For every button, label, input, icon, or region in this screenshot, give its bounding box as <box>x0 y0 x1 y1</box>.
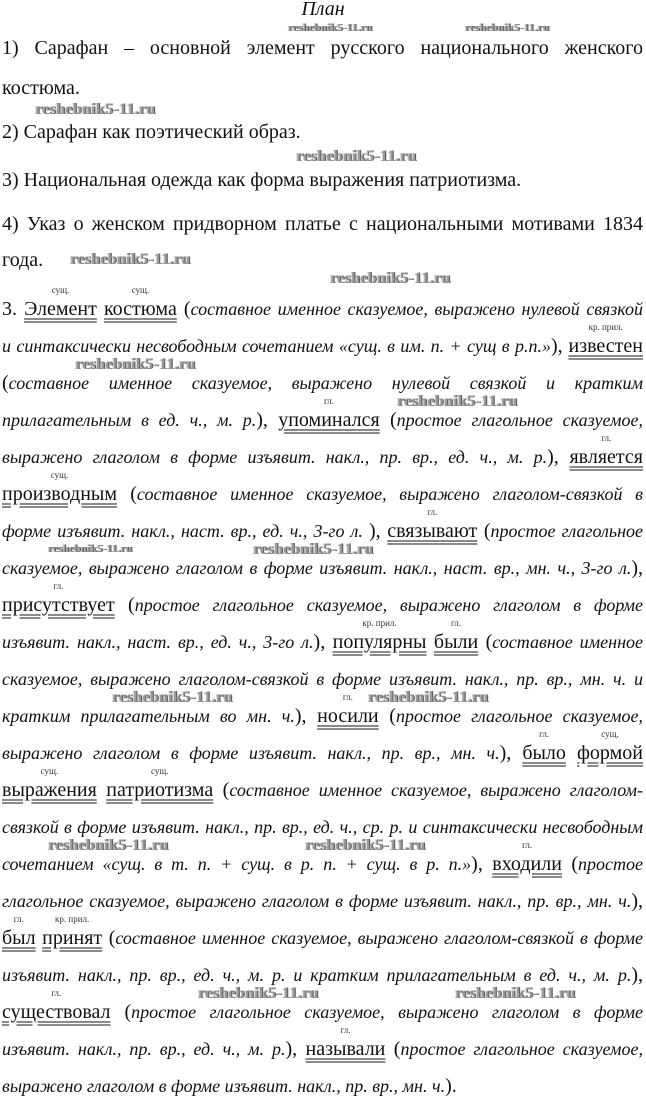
watermark: reshebnik5-11.ru <box>198 985 319 1002</box>
plain-text: ( <box>176 298 191 320</box>
analysis-line <box>2 1075 643 1097</box>
predicate-word: формой <box>576 742 643 764</box>
part-of-speech-label: гл. <box>13 914 24 924</box>
part-of-speech-label: сущ. <box>50 470 69 480</box>
underlined-predicate-word <box>332 618 427 653</box>
part-of-speech-label: сущ. <box>131 285 150 295</box>
plain-text: ), <box>256 409 279 431</box>
part-of-speech-label: кр. прил. <box>588 322 623 332</box>
watermark: reshebnik5-11.ru <box>288 22 373 34</box>
part-of-speech-label: гл. <box>53 581 64 591</box>
analysis-line <box>2 766 643 801</box>
plain-text: ), <box>471 853 493 875</box>
predicate-word: костюма <box>103 298 177 320</box>
watermark: reshebnik5-11.ru <box>397 393 518 410</box>
predicate-word: связывают <box>387 520 478 542</box>
watermark: reshebnik5-11.ru <box>70 251 191 268</box>
predicate-word: принят <box>42 927 103 949</box>
plain-text: ( <box>117 483 137 505</box>
plain-text: ( <box>110 1001 132 1023</box>
plan-item-2: 2) Сарафан как поэтический образ. <box>2 121 301 143</box>
analysis-line <box>2 668 643 690</box>
predicate-word: выражения <box>2 779 97 801</box>
explanation-text: и синтаксически несвободным сочетанием «сущ. в им. п. + сущ в р.п.» <box>2 336 551 356</box>
plain-text: ), <box>499 742 523 764</box>
plain-text: ( <box>102 927 116 949</box>
explanation-text: простое глагольное сказуемое, выражено глаголом в форме <box>134 595 643 615</box>
predicate-word: упоминался <box>278 409 380 431</box>
explanation-text: форме изъявит. накл., наст. вр., ед. ч., 3-го л. <box>2 521 369 541</box>
part-of-speech-label: гл. <box>427 507 438 517</box>
part-of-speech-label: сущ. <box>601 729 619 739</box>
explanation-text: связкой в форме изъявит. накл., пр. вр., ед. ч., ср. р. и синтаксически несвободным <box>2 817 643 837</box>
plain-text: ), <box>368 520 388 542</box>
underlined-predicate-word <box>433 618 479 653</box>
part-of-speech-label: гл. <box>51 988 62 998</box>
plain-text <box>566 742 577 764</box>
plain-text <box>97 298 104 320</box>
underlined-predicate-word <box>576 729 643 764</box>
underlined-predicate-word <box>568 322 643 357</box>
predicate-word: были <box>433 631 479 653</box>
explanation-text: выражено глаголом в форме изъявит. накл., пр. вр., ед. ч., м. р. <box>2 447 548 467</box>
underlined-predicate-word <box>492 840 562 875</box>
part-of-speech-label: кр. прил. <box>55 914 90 924</box>
predicate-word: было <box>522 742 566 764</box>
plain-text: ( <box>477 520 491 542</box>
watermark: reshebnik5-11.ru <box>35 101 156 118</box>
predicate-word: входили <box>492 853 562 875</box>
part-of-speech-label: гл. <box>601 433 612 443</box>
predicate-word: присутствует <box>2 594 115 616</box>
watermark: reshebnik5-11.ru <box>48 837 169 854</box>
explanation-text: изъявит. накл., наст. вр., ед. ч., 3-го л. <box>2 632 314 652</box>
plain-text: ), <box>631 964 643 986</box>
analysis-line <box>2 914 643 949</box>
part-of-speech-label: гл. <box>340 1025 351 1035</box>
watermark: reshebnik5-11.ru <box>368 689 489 706</box>
watermark: reshebnik5-11.ru <box>455 985 576 1002</box>
plan-item-4-cont: года. <box>2 249 44 271</box>
part-of-speech-label: сущ. <box>40 766 59 776</box>
explanation-text: простое <box>578 854 643 874</box>
underlined-predicate-word <box>317 692 379 727</box>
plain-text <box>97 779 106 801</box>
plan-item-1: 1) Сарафан – основной элемент русского национального женского <box>2 37 643 59</box>
underlined-predicate-word <box>24 285 97 320</box>
plain-text: ), <box>631 557 643 579</box>
analysis-line <box>2 507 643 542</box>
explanation-text: простое глагольное сказуемое, выражено глаголом в форме <box>131 1002 643 1022</box>
explanation-text: простое глагольное <box>490 521 643 541</box>
explanation-text: составное именное сказуемое, выражено глаголом- <box>229 780 643 800</box>
part-of-speech-label: гл. <box>522 840 533 850</box>
watermark: reshebnik5-11.ru <box>330 270 451 287</box>
plan-item-1-cont: костюма. <box>2 77 80 99</box>
plain-text: ), <box>285 1038 306 1060</box>
explanation-text: составное именное сказуемое, выражено нулевой связкой и кратким <box>8 373 643 393</box>
explanation-text: составное именное сказуемое, выражено глаголом-связкой в форме <box>115 928 643 948</box>
explanation-text: простое глагольное сказуемое, <box>395 706 644 726</box>
explanation-text: сказуемое, выражено глаголом в форме изъявит. накл., наст. вр., мн. ч., 3-го л. <box>2 558 632 578</box>
plain-text: ( <box>561 853 578 875</box>
explanation-text: кратким прилагательным во мн. ч. <box>2 706 295 726</box>
plain-text: ), <box>550 335 569 357</box>
explanation-text: глагольное сказуемое, выражено глаголом в форме изъявит. накл., пр. вр., мн. ч. <box>2 891 632 911</box>
plain-text: ), <box>631 890 643 912</box>
plan-title: План <box>301 0 345 20</box>
watermark: reshebnik5-11.ru <box>305 837 426 854</box>
plan-item-4: 4) Указ о женском придворном платье с национальными мотивами 1834 <box>2 213 643 235</box>
part-of-speech-label: гл. <box>539 729 550 739</box>
predicate-word: Элемент <box>24 298 97 320</box>
plain-text: ). <box>445 1075 457 1097</box>
part-of-speech-label: гл. <box>323 396 334 406</box>
analysis-line <box>2 729 643 764</box>
underlined-predicate-word <box>2 766 97 801</box>
explanation-text: составное именное сказуемое, выражено нулевой связкой <box>190 299 644 319</box>
plain-text: ), <box>547 446 570 468</box>
watermark: reshebnik5-11.ru <box>112 689 233 706</box>
watermark: reshebnik5-11.ru <box>75 356 196 373</box>
watermark: reshebnik5-11.ru <box>48 543 133 555</box>
plain-text <box>426 631 433 653</box>
predicate-word: патриотизма <box>106 779 214 801</box>
plain-text: ( <box>213 779 230 801</box>
explanation-text: сочетанием «сущ. в т. п. + сущ. в р. п. + сущ. в р. п.» <box>2 854 472 874</box>
analysis-line <box>2 433 643 468</box>
underlined-predicate-word <box>106 766 214 801</box>
explanation-text: сказуемое, выражено глаголом-связкой в форме изъявит. накл., пр. вр., мн. ч. и <box>2 669 643 689</box>
predicate-word: известен <box>568 335 643 357</box>
analysis-line <box>2 890 643 912</box>
explanation-text: изъявит. накл., пр. вр., ед. ч., м. р. <box>2 1039 286 1059</box>
analysis-line <box>2 557 643 579</box>
explanation-text: составное именное <box>492 632 643 652</box>
watermark: reshebnik5-11.ru <box>465 22 550 34</box>
predicate-word: существовал <box>2 1001 111 1023</box>
underlined-predicate-word <box>522 729 566 764</box>
plain-text: ( <box>385 1038 401 1060</box>
explanation-text: прилагательным в ед. ч., м. р. <box>2 410 257 430</box>
predicate-word: популярны <box>332 631 427 653</box>
predicate-word: называли <box>305 1038 386 1060</box>
plain-text: ( <box>2 372 9 394</box>
plain-text: ), <box>313 631 333 653</box>
underlined-predicate-word <box>305 1025 386 1060</box>
part-of-speech-label: кр. прил. <box>362 618 397 628</box>
predicate-word: производным <box>2 483 118 505</box>
analysis-line <box>2 816 643 838</box>
predicate-word: был <box>2 927 36 949</box>
underlined-predicate-word <box>278 396 380 431</box>
underlined-predicate-word <box>2 914 36 949</box>
explanation-text: изъявит. накл., пр. вр., ед. ч., м. р. и кратким прилагательным в ед. ч., м. р. <box>2 965 632 985</box>
underlined-predicate-word <box>42 914 103 949</box>
analysis-line <box>2 470 643 505</box>
explanation-text: простое глагольное сказуемое, <box>396 410 643 430</box>
plain-text: ( <box>478 631 493 653</box>
underlined-predicate-word <box>2 581 115 616</box>
part-of-speech-label: сущ. <box>51 285 70 295</box>
plain-text: ( <box>114 594 135 616</box>
analysis-line <box>2 322 643 357</box>
explanation-text: выражено глаголом в форме изъявит. накл., пр. вр., мн. ч. <box>2 1076 446 1096</box>
analysis-line <box>2 581 643 616</box>
explanation-text: составное именное сказуемое, выражено глаголом-связкой в <box>136 484 643 504</box>
plain-text: ( <box>378 705 396 727</box>
predicate-word: является <box>569 446 643 468</box>
analysis-line <box>2 372 643 394</box>
plain-text: ( <box>379 409 397 431</box>
explanation-text: простое глагольное сказуемое, <box>400 1039 644 1059</box>
underlined-predicate-word <box>103 285 177 320</box>
analysis-line <box>2 618 643 653</box>
watermark: reshebnik5-11.ru <box>296 148 417 165</box>
underlined-predicate-word <box>387 507 478 542</box>
part-of-speech-label: сущ. <box>150 766 169 776</box>
analysis-line <box>2 285 644 320</box>
plan-item-3: 3) Национальная одежда как форма выражения патриотизма. <box>2 169 522 191</box>
watermark: reshebnik5-11.ru <box>253 541 374 558</box>
part-of-speech-label: гл. <box>451 618 462 628</box>
underlined-predicate-word <box>569 433 643 468</box>
predicate-word: носили <box>317 705 379 727</box>
analysis-line <box>2 1025 644 1060</box>
underlined-predicate-word <box>2 988 111 1023</box>
underlined-predicate-word <box>2 470 118 505</box>
plain-text: ), <box>294 705 318 727</box>
analysis-line <box>2 964 643 986</box>
part-of-speech-label: гл. <box>342 692 353 702</box>
plain-text: 3. <box>2 298 25 320</box>
explanation-text: выражено глаголом в форме изъявит. накл., пр. вр., мн. ч. <box>2 743 500 763</box>
